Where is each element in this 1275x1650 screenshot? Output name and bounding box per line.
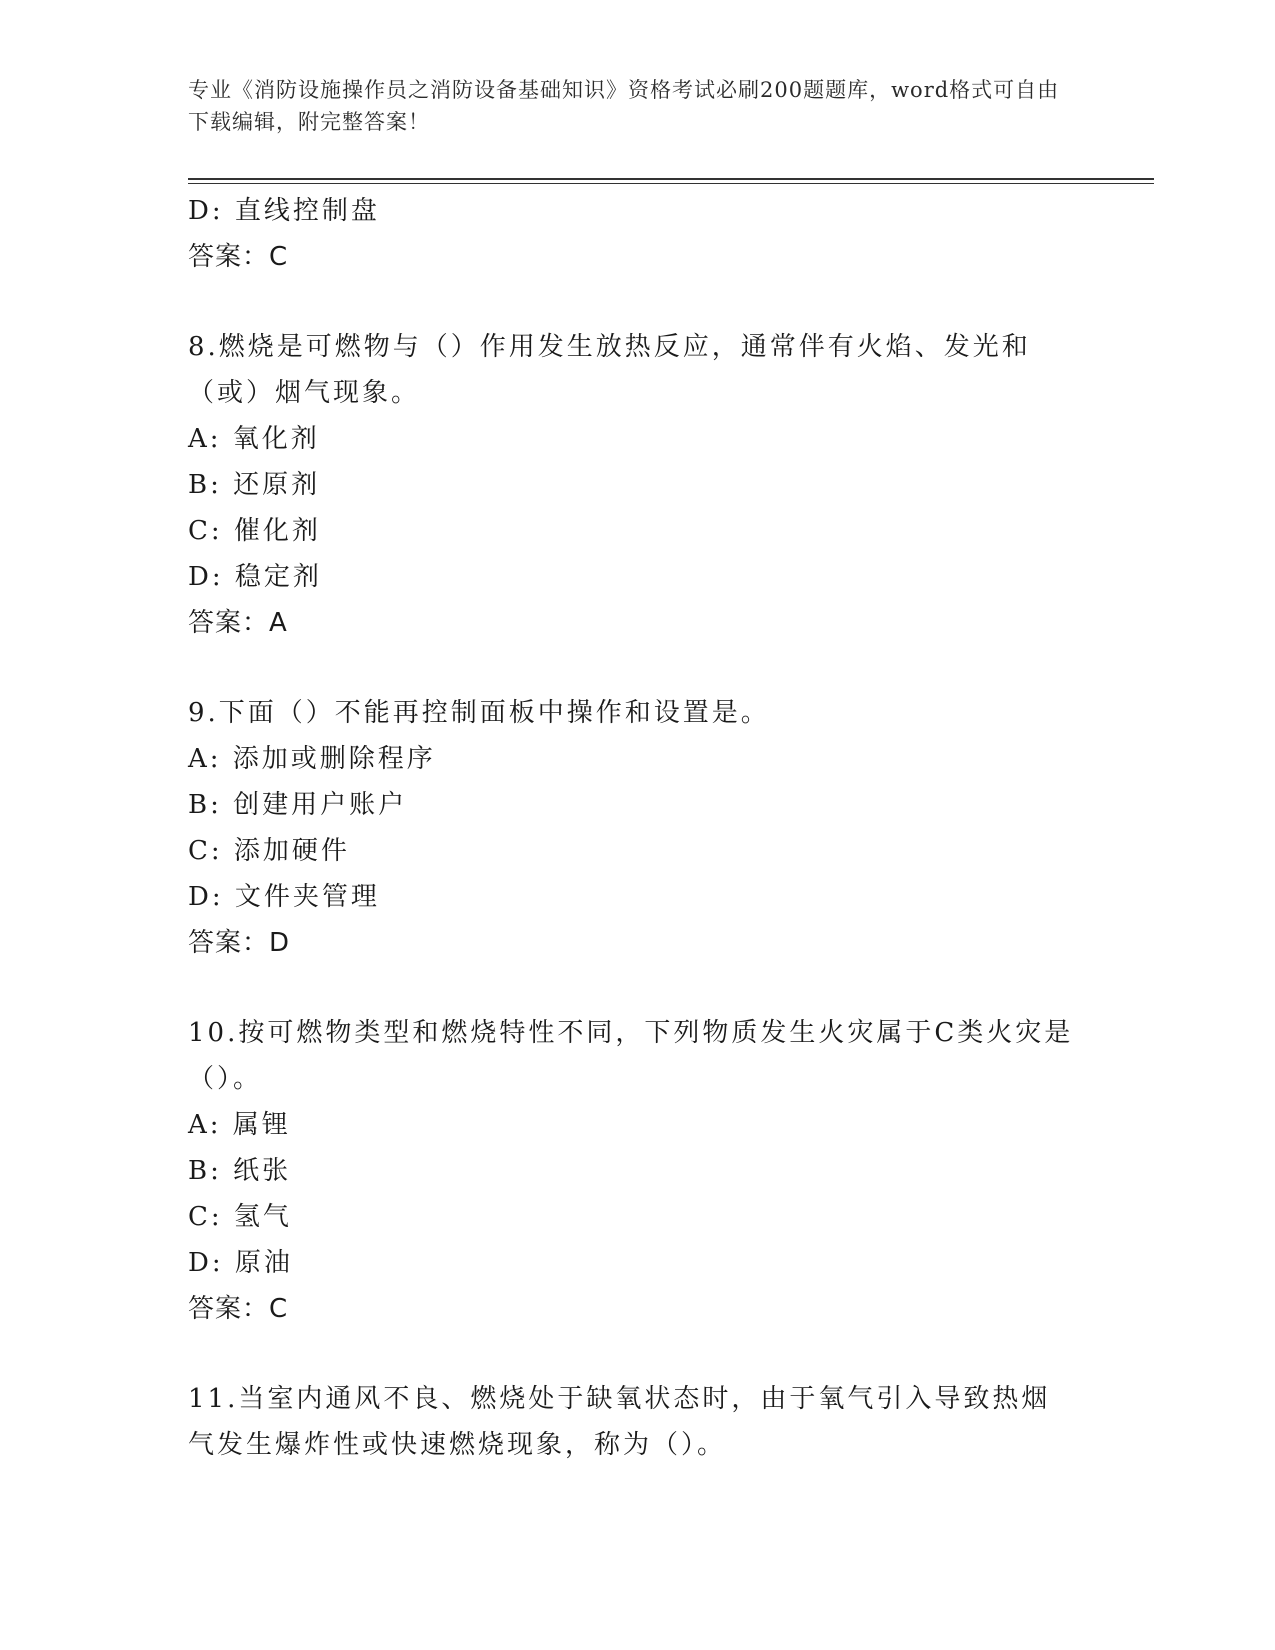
- option-b: B: 还原剂: [188, 470, 321, 500]
- header-rule: [188, 178, 1154, 180]
- question-text: 8.燃烧是可燃物与（）作用发生放热反应，通常伴有火焰、发光和（或）烟气现象。: [188, 332, 1031, 408]
- answer: 答案：C: [188, 1294, 289, 1324]
- option-b: B: 纸张: [188, 1156, 292, 1186]
- question-11: [188, 1376, 1088, 1468]
- question-8: [188, 324, 1088, 646]
- option-c: C: 催化剂: [188, 516, 321, 546]
- option-a: A: 氧化剂: [188, 424, 320, 454]
- answer: 答案：A: [188, 608, 288, 638]
- option-c: C: 添加硬件: [188, 836, 350, 866]
- option-b: B: 创建用户账户: [188, 790, 408, 820]
- question-list: [188, 188, 1088, 1468]
- question-text: 11.当室内通风不良、燃烧处于缺氧状态时，由于氧气引入导致热烟气发生爆炸性或快速燃烧现象，称为（）。: [188, 1384, 1051, 1460]
- option-d: D: 文件夹管理: [188, 882, 380, 912]
- option-d: D: 稳定剂: [188, 562, 322, 592]
- option-a: A: 属锂: [188, 1110, 291, 1140]
- option-a: A: 添加或删除程序: [188, 744, 436, 774]
- page-header: 专业《消防设施操作员之消防设备基础知识》资格考试必刷200题题库，word格式可自由下载编辑，附完整答案！: [188, 78, 1060, 134]
- option-d: D: 原油: [188, 1248, 293, 1278]
- question-text: 9.下面（）不能再控制面板中操作和设置是。: [188, 698, 770, 728]
- option-d: D: 直线控制盘: [188, 196, 380, 226]
- option-c: C: 氢气: [188, 1202, 292, 1232]
- header-rule-thin: [188, 183, 1154, 184]
- question-10: [188, 1010, 1088, 1332]
- question-9: [188, 690, 1088, 966]
- answer: 答案：C: [188, 242, 289, 272]
- answer: 答案：D: [188, 928, 291, 958]
- question-text: 10.按可燃物类型和燃烧特性不同，下列物质发生火灾属于C类火灾是（）。: [188, 1018, 1074, 1094]
- previous-question-tail: [188, 188, 1088, 280]
